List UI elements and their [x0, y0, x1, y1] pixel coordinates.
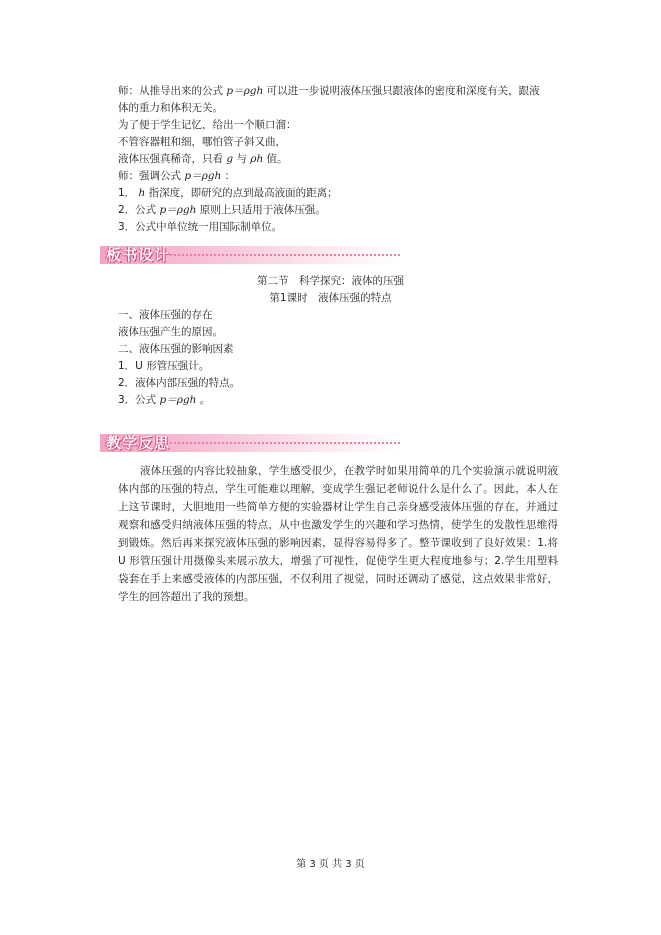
formula: h [138, 187, 146, 199]
text-line [118, 169, 235, 183]
text-span: 师：从推导出来的公式 [118, 85, 223, 97]
formula: g [226, 153, 234, 165]
board-line: 1．U 形管压强计。 [118, 360, 210, 372]
text-line: 体的重力和体积无关。 [118, 102, 223, 114]
text-span: 2．公式 [118, 204, 157, 216]
banner-decoration [170, 254, 400, 256]
list-item [118, 186, 338, 200]
list-item [118, 203, 326, 217]
text-line: 为了便于学生记忆，给出一个顺口溜： [118, 119, 297, 131]
board-line [118, 393, 210, 407]
section-title: 板书设计 [106, 246, 171, 264]
text-span: 与 [236, 153, 247, 165]
board-line: 液体压强产生的原因。 [118, 326, 223, 338]
text-line [118, 152, 288, 166]
formula: p＝ρgh [159, 204, 197, 216]
section-banner-reflection [100, 434, 400, 452]
list-item: 3．公式中单位统一用国际制单位。 [118, 221, 283, 233]
board-line: 一、液体压强的存在 [118, 309, 213, 321]
reflection-paragraph: 液体压强的内容比较抽象，学生感受很少，在教学时如果用简单的几个实验演示就说明液体内部的压强的特点，学生可能难以理解，变成学生强记老师说什么是什么了。因此，本人在上这节课时，大胆地用一些简单方便的实验器材让学生自己亲身感受液体压强的存在，并通过观察和感受归纳液体压强的特点，从中也激发学生的兴趣和学习热情，使学生的发散性思维得到锻炼。然后再来探究液体压强的影响因素，显得容易得多了。整节课收到了良好效果：1.将 U 形管压强计用摄像头来展示放大，增强了可视性，促使学生更大程度地参与；2.学生用塑料袋套在手上来感受液体的内部压强，不仅利用了视觉，同时还调动了感觉，这点效果非常好，学生的回答超出了我的预想。 [118, 465, 558, 603]
text-span: 原则上只适用于液体压强。 [199, 204, 326, 216]
formula: p＝ρgh [184, 170, 222, 182]
text-span: 液体压强真稀奇，只看 [118, 153, 223, 165]
board-title: 第二节 科学探究：液体的压强 [257, 275, 404, 287]
text-span: 可以进一步说明液体压强只跟液体的密度和深度有关，跟液 [266, 85, 540, 97]
text-span: 值。 [266, 153, 288, 165]
text-span: ： [224, 170, 236, 182]
board-line: 二、液体压强的影响因素 [118, 343, 234, 355]
text-span: 3．公式 [118, 394, 157, 406]
text-span: 指深度，即研究的点到最高液面的距离； [148, 187, 338, 199]
text-span: 。 [199, 394, 211, 406]
text-line: 不管容器粗和细，哪怕管子斜又曲， [118, 136, 286, 148]
formula: ρh [250, 153, 264, 165]
text-span: 1． [118, 187, 136, 199]
formula: p＝ρgh [226, 85, 264, 97]
formula: p＝ρgh [159, 394, 197, 406]
board-subtitle: 第1课时 液体压强的特点 [269, 292, 392, 304]
page-number-footer: 第 3 页 共 3 页 [296, 859, 365, 870]
text-line [118, 84, 540, 98]
board-line: 2．液体内部压强的特点。 [118, 377, 241, 389]
text-span: 师：强调公式 [118, 170, 181, 182]
section-title: 教学反思 [106, 434, 171, 452]
banner-decoration [170, 442, 400, 444]
section-banner-board-design [100, 246, 400, 264]
